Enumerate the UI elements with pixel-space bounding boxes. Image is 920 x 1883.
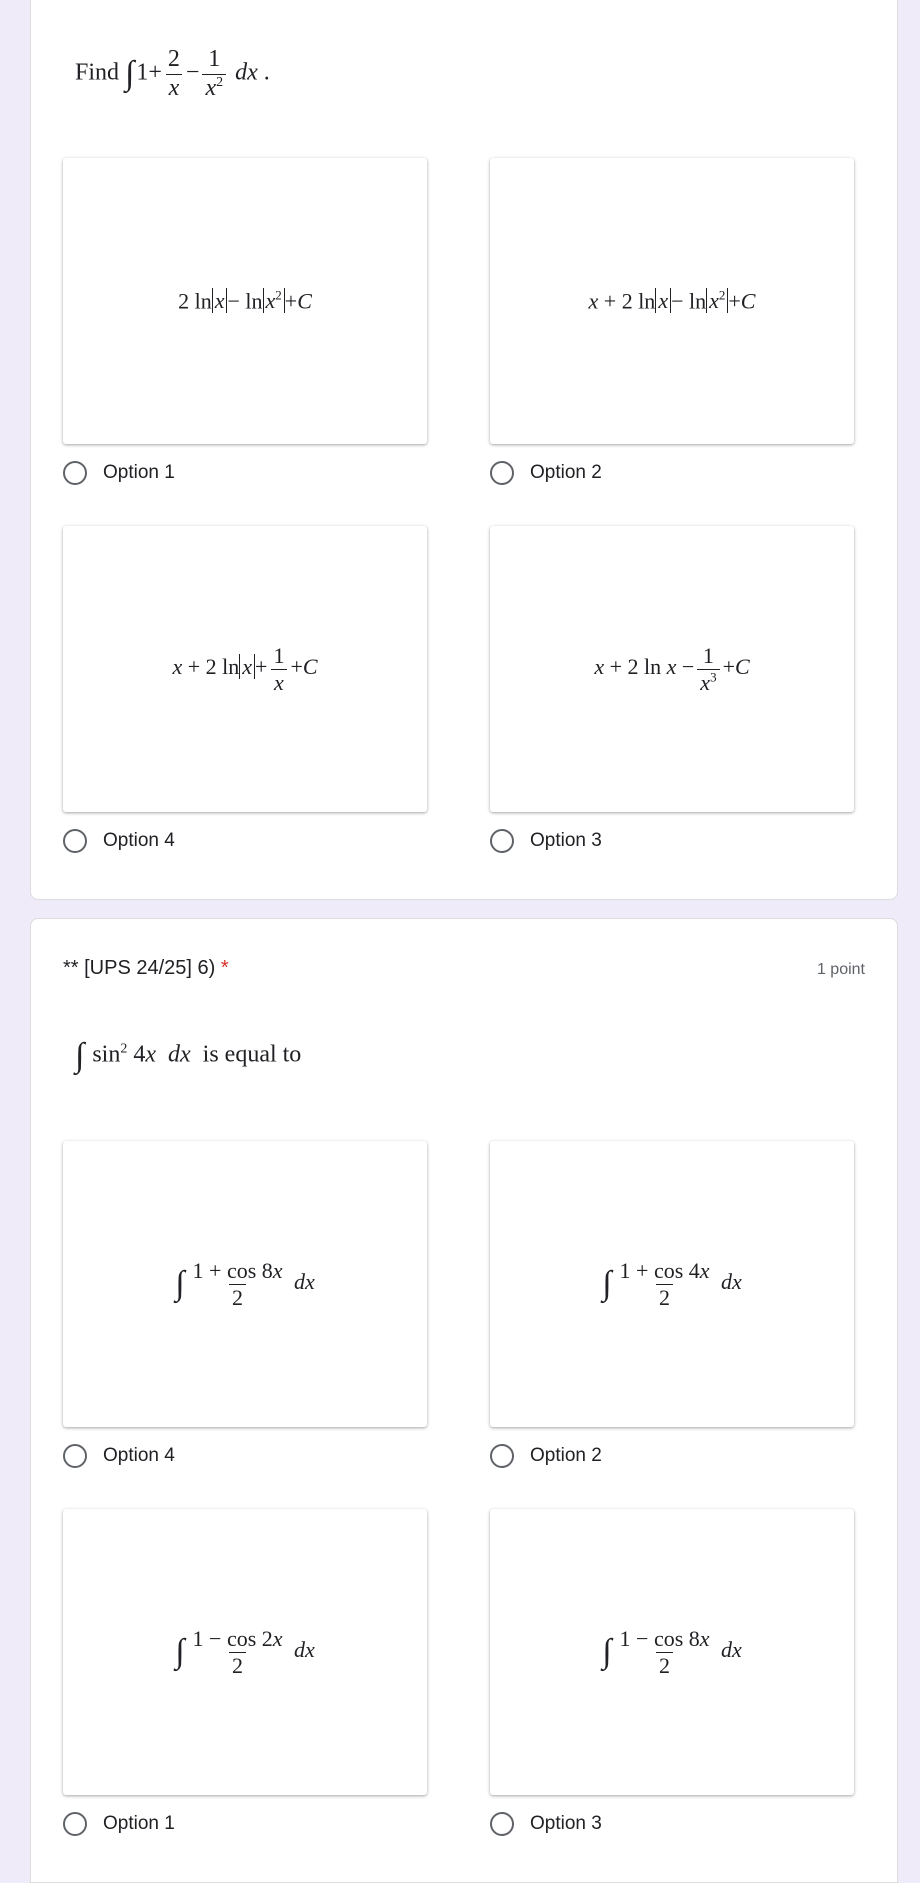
q2-option-2-image[interactable]: ∫ $\frac{1 + \cos 4x}{2}$ dx: [490, 1141, 854, 1427]
radio-unchecked-icon[interactable]: [490, 461, 514, 485]
question-1-find-word: Find: [75, 59, 120, 86]
question-2-title-text: ** [UPS 24/25] 6): [63, 957, 216, 979]
radio-unchecked-icon[interactable]: [63, 829, 87, 853]
q1-option-2-radio-row[interactable]: [490, 461, 602, 485]
question-1-prompt: Find ∫1+ $\frac{2}{x}$ − $\frac{1}{x^2}$ dx .: [75, 46, 270, 101]
q1-option-4-image[interactable]: x + 2 ln x + $\frac{1}{x}$ +C: [63, 526, 427, 812]
q2-option-3-image[interactable]: ∫ $\frac{1 - \cos 8x}{2}$ dx: [490, 1509, 854, 1795]
q2-option-3-label: Option 3: [530, 1813, 602, 1834]
q1-option-3-radio-row[interactable]: [490, 829, 602, 853]
q1-option-4-radio-row[interactable]: [63, 829, 175, 853]
q1-option-2-label: Option 2: [530, 462, 602, 483]
radio-unchecked-icon[interactable]: [490, 1444, 514, 1468]
q2-option-2-radio-row[interactable]: [490, 1444, 602, 1468]
q1-option-1-radio-row[interactable]: [63, 461, 175, 485]
q2-option-2-label: Option 2: [530, 1445, 602, 1466]
q2-option-1-label: Option 1: [103, 1813, 175, 1834]
q2-option-3-radio-row[interactable]: [490, 1812, 602, 1836]
radio-unchecked-icon[interactable]: [63, 1812, 87, 1836]
question-2-points: 1 point: [816, 961, 865, 978]
radio-unchecked-icon[interactable]: [63, 461, 87, 485]
q1-option-2-image[interactable]: x + 2 $\ln x - \ln x^2 +C$: [490, 158, 854, 444]
q1-option-1-label: Option 1: [103, 462, 175, 483]
radio-unchecked-icon[interactable]: [63, 1444, 87, 1468]
q1-option-4-label: Option 4: [103, 830, 175, 851]
question-card-1: [30, 0, 898, 900]
q2-option-1-radio-row[interactable]: [63, 1812, 175, 1836]
question-2-title: [63, 957, 229, 980]
radio-unchecked-icon[interactable]: [490, 1812, 514, 1836]
q1-option-1-image[interactable]: 2 $\ln x - \ln x^2 +C$: [63, 158, 427, 444]
question-card-2: [30, 918, 898, 1883]
q2-option-4-label: Option 4: [103, 1445, 175, 1466]
radio-unchecked-icon[interactable]: [490, 829, 514, 853]
q2-option-4-radio-row[interactable]: [63, 1444, 175, 1468]
question-2-prompt: ∫ $\sin^2 4x$ dx is equal to: [75, 1037, 302, 1074]
q2-option-1-image[interactable]: ∫ $\frac{1 - \cos 2x}{2}$ dx: [63, 1509, 427, 1795]
required-asterisk: *: [220, 957, 229, 979]
question-2-prompt-suffix: is equal to: [202, 1041, 302, 1068]
q1-option-3-image[interactable]: x + 2 ln x − $\frac{1}{x^3}$ +C: [490, 526, 854, 812]
q2-option-4-image[interactable]: ∫ $\frac{1 + \cos 8x}{2}$ dx: [63, 1141, 427, 1427]
q1-option-3-label: Option 3: [530, 830, 602, 851]
